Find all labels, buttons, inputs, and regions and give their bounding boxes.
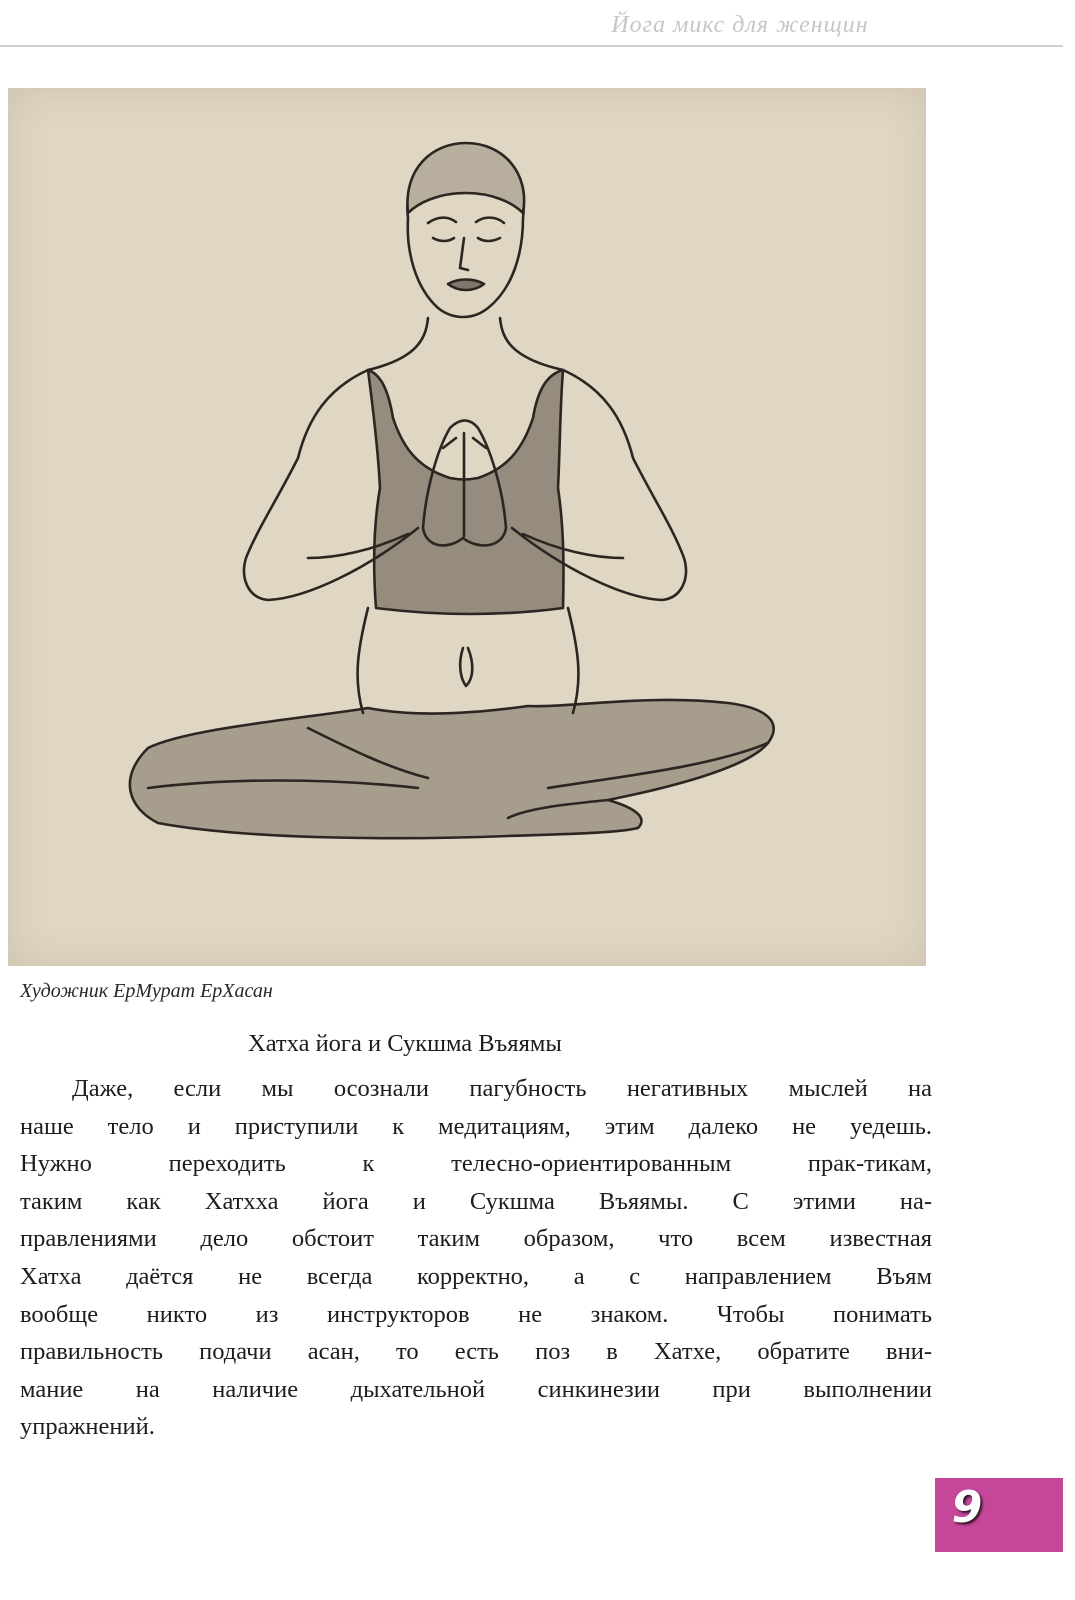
lips xyxy=(448,280,484,291)
paragraph-line: вообще никто из инструкторов не знаком. Чтобы понимать xyxy=(20,1300,932,1328)
paragraph-line: Хатха даётся не всегда корректно, а с направлением Въям xyxy=(20,1262,932,1290)
paragraph-line: упражнений. xyxy=(20,1413,155,1441)
paragraph-line: правильность подачи асан, то есть поз в Хатхе, обратите вни- xyxy=(20,1338,932,1366)
header-rule xyxy=(0,45,1063,47)
navel xyxy=(460,648,472,686)
sports-top xyxy=(368,370,563,614)
hair xyxy=(407,143,524,213)
crossed-legs xyxy=(130,700,774,838)
section-heading: Хатха йога и Сукшма Въяямы xyxy=(248,1030,562,1057)
paragraph-line: Даже, если мы осознали пагубность негативных мыслей на xyxy=(72,1075,932,1102)
page-number: 9 xyxy=(951,1482,983,1533)
paragraph-line: таким как Хатхха йога и Сукшма Въяямы. С этими на- xyxy=(20,1187,932,1215)
paragraph-line: мание на наличие дыхательной синкинезии при выполнении xyxy=(20,1375,932,1403)
body-paragraph xyxy=(20,1070,932,1446)
paragraph-line: наше тело и приступили к медитациям, этим далеко не уедешь. xyxy=(20,1112,932,1140)
paragraph-line: Нужно переходить к телесно-ориентированным прак-тикам, xyxy=(20,1150,932,1178)
page-number-tab xyxy=(935,1478,1063,1552)
paragraph-line: правлениями дело обстоит таким образом, что всем известная xyxy=(20,1225,932,1253)
running-header: Йога микс для женщин xyxy=(611,12,869,38)
yoga-illustration xyxy=(8,88,926,966)
illustration-caption: Художник ЕрМурат ЕрХасан xyxy=(20,980,273,1002)
